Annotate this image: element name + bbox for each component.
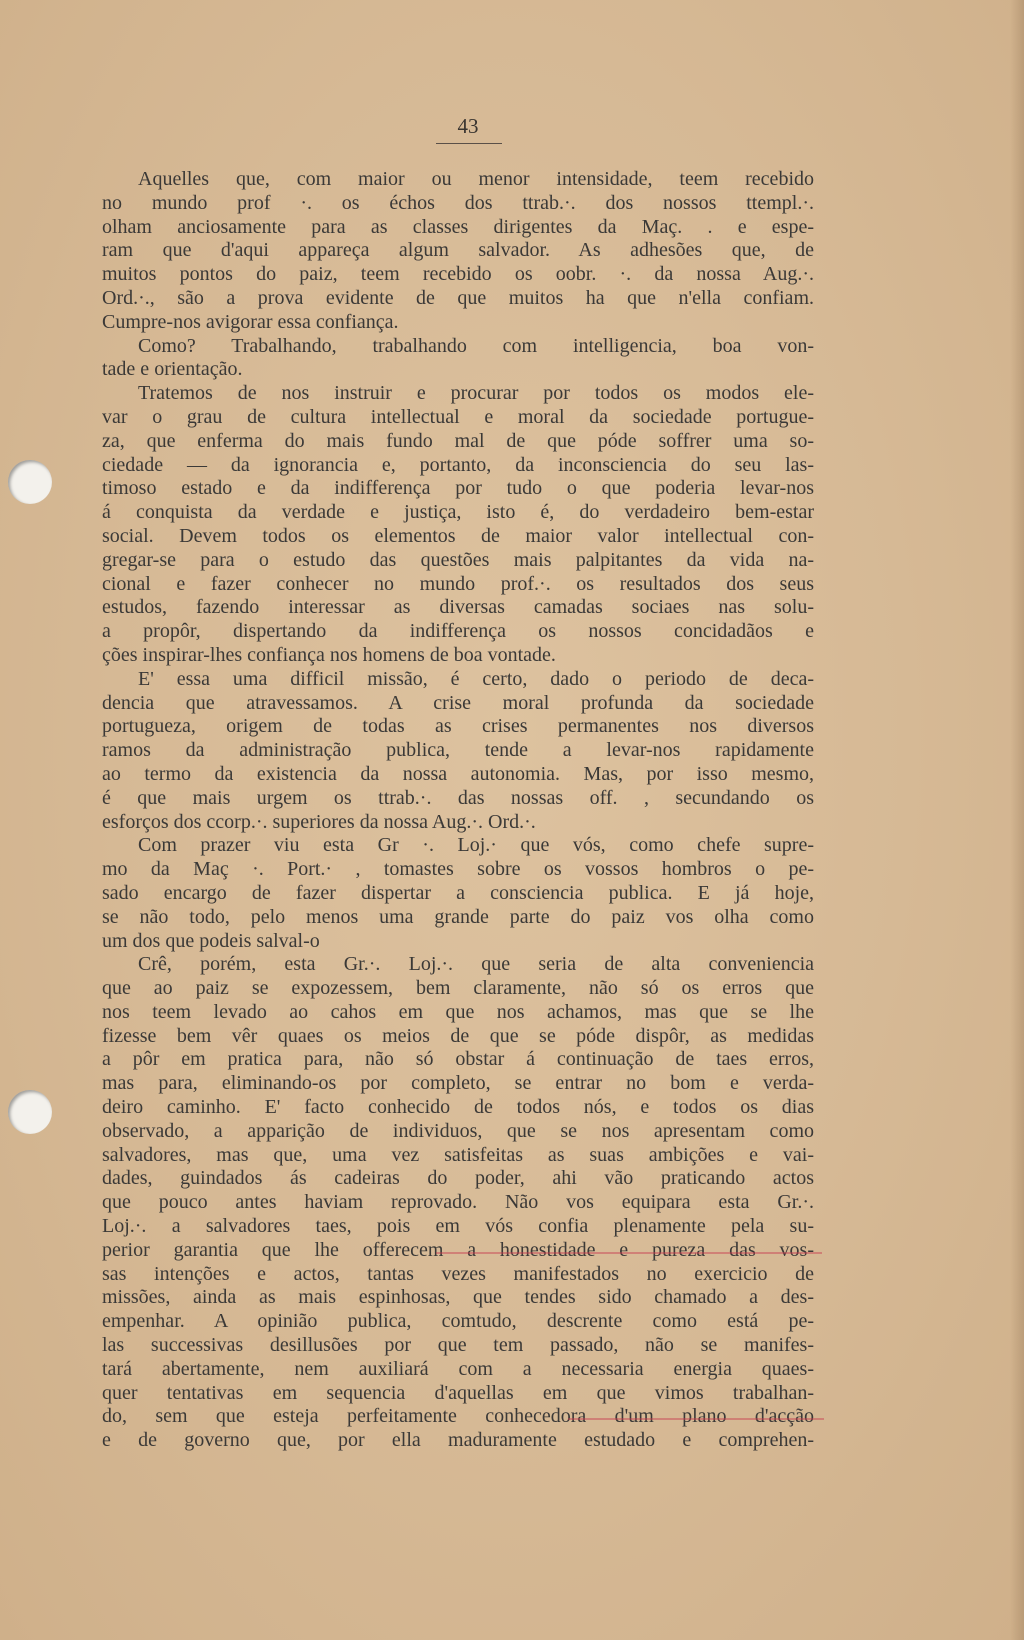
text-line: ao termo da existencia da nossa autonomia. Mas, por isso mesmo, <box>102 762 814 785</box>
text-line: Crê, porém, esta Gr.·. Loj.·. que seria de alta conveniencia <box>138 953 814 976</box>
text-line: muitos pontos do paiz, teem recebido os oobr. ·. da nossa Aug.·. <box>102 263 814 286</box>
text-line: Loj.·. a salvadores taes, pois em vós confia plenamente pela su- <box>102 1215 814 1238</box>
text-line: esforços dos ccorp.·. superiores da nossa Aug.·. Ord.·. <box>102 810 536 833</box>
text-line: a propôr, dispertando da indifferença os nossos concidadãos e <box>102 620 814 643</box>
text-line: portugueza, origem de todas as crises permanentes nos diversos <box>102 715 814 738</box>
text-line: ciedade — da ignorancia e, portanto, da inconsciencia do seu las- <box>102 453 814 476</box>
text-line: mas para, eliminando-os por completo, se entrar no bom e verda- <box>102 1072 814 1095</box>
text-line: que pouco antes haviam reprovado. Não vos equipara esta Gr.·. <box>102 1191 814 1214</box>
text-line: gregar-se para o estudo das questões mais palpitantes da vida na- <box>102 548 814 571</box>
text-line: missões, ainda as mais espinhosas, que tendes sido chamado a des- <box>102 1286 814 1309</box>
text-line: ções inspirar-lhes confiança nos homens de boa vontade. <box>102 643 556 666</box>
text-line: no mundo prof ·. os échos dos ttrab.·. dos nossos ttempl.·. <box>102 191 814 214</box>
text-line: social. Devem todos os elementos de maior valor intellectual con- <box>102 524 814 547</box>
text-line: Ord.·., são a prova evidente de que muitos ha que n'ella confiam. <box>102 286 814 309</box>
text-line: E' essa uma difficil missão, é certo, dado o periodo de deca- <box>138 667 814 690</box>
text-line: za, que enferma do mais fundo mal de que póde soffrer uma so- <box>102 429 814 452</box>
text-line: fizesse bem vêr quaes os meios de que se póde dispôr, as medidas <box>102 1024 814 1047</box>
red-pencil-mark <box>436 1252 822 1254</box>
text-line: Tratemos de nos instruir e procurar por todos os modos ele- <box>138 382 814 405</box>
text-line: quer tentativas em sequencia d'aquellas em que vimos trabalhan- <box>102 1381 814 1404</box>
text-line: salvadores, mas que, uma vez satisfeitas as suas ambições e vai- <box>102 1143 814 1166</box>
text-line: dades, guindados ás cadeiras do poder, ahi vão praticando actos <box>102 1167 814 1190</box>
text-line: empenhar. A opinião publica, comtudo, descrente como está pe- <box>102 1310 814 1333</box>
text-line: ram que d'aqui appareça algum salvador. As adhesões que, de <box>102 239 814 262</box>
text-line: tará abertamente, nem auxiliará com a necessaria energia quaes- <box>102 1357 814 1380</box>
text-line: ramos da administração publica, tende a levar-nos rapidamente <box>102 739 814 762</box>
text-line: do, sem que esteja perfeitamente conhecedora d'um plano d'acção <box>102 1405 814 1428</box>
text-line: sas intenções e actos, tantas vezes manifestados no exercicio de <box>102 1262 814 1285</box>
punch-hole <box>8 460 52 504</box>
text-line: Aquelles que, com maior ou menor intensidade, teem recebido <box>138 168 814 190</box>
page-number-rule <box>436 143 502 144</box>
text-line: nos teem levado ao cahos em que nos achamos, mas que se lhe <box>102 1000 814 1023</box>
text-line: observado, a apparição de individuos, que se nos apresentam como <box>102 1119 814 1142</box>
text-line: perior garantia que lhe offerecem a honestidade e pureza das vos- <box>102 1238 814 1261</box>
text-line: olham anciosamente para as classes dirigentes da Maç. . e espe- <box>102 215 814 238</box>
text-line: timoso estado e da indifferença por tudo o que poderia levar-nos <box>102 477 814 500</box>
text-line: e de governo que, por ella maduramente estudado e comprehen- <box>102 1429 814 1452</box>
text-line: Como? Trabalhando, trabalhando com intelligencia, boa von- <box>138 334 814 357</box>
punch-hole <box>8 1090 52 1134</box>
text-line: Cumpre-nos avigorar essa confiança. <box>102 310 399 333</box>
page-edge-shadow <box>1010 0 1024 1640</box>
text-line: a pôr em pratica para, não só obstar á continuação de taes erros, <box>102 1048 814 1071</box>
text-line: um dos que podeis salval-o <box>102 929 320 952</box>
text-line: dencia que atravessamos. A crise moral profunda da sociedade <box>102 691 814 714</box>
text-line: cional e fazer conhecer no mundo prof.·. os resultados dos seus <box>102 572 814 595</box>
text-line: sado encargo de fazer dispertar a consciencia publica. E já hoje, <box>102 881 814 904</box>
body-text <box>102 168 814 1453</box>
text-line: las successivas desillusões por que tem passado, não se manifes- <box>102 1334 814 1357</box>
text-line: que ao paiz se expozessem, bem claramente, não só os erros que <box>102 977 814 1000</box>
text-line: estudos, fazendo interessar as diversas camadas sociaes nas solu- <box>102 596 814 619</box>
text-line: var o grau de cultura intellectual e moral da sociedade portugue- <box>102 405 814 428</box>
text-line: tade e orientação. <box>102 358 243 381</box>
text-line: deiro caminho. E' facto conhecido de todos nós, e todos os dias <box>102 1096 814 1119</box>
text-line: Com prazer viu esta Gr ·. Loj.· que vós, como chefe supre- <box>138 834 814 857</box>
text-line: mo da Maç ·. Port.· , tomastes sobre os vossos hombros o pe- <box>102 858 814 881</box>
text-line: é que mais urgem os ttrab.·. das nossas off. , secundando os <box>102 786 814 809</box>
text-line: á conquista da verdade e justiça, isto é, do verdadeiro bem-estar <box>102 501 814 524</box>
page-number: 43 <box>457 114 479 138</box>
red-pencil-mark <box>568 1418 824 1420</box>
text-line: se não todo, pelo menos uma grande parte do paiz vos olha como <box>102 905 814 928</box>
